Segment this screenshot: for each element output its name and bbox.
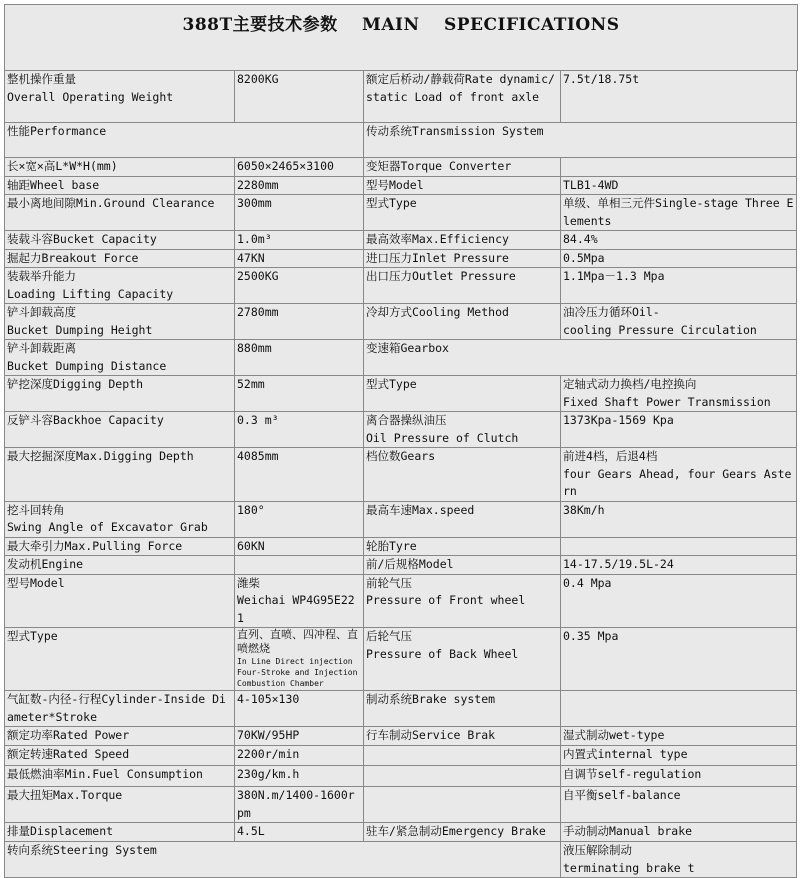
spec-label: 最大扭矩Max.Torque bbox=[5, 787, 235, 823]
spec-value: 潍柴 Weichai WP4G95E221 bbox=[235, 574, 364, 628]
spec-value: 1.1Mpa－1.3 Mpa bbox=[561, 268, 797, 304]
table-row bbox=[5, 123, 797, 158]
section-header: 转向系统Steering System bbox=[5, 842, 561, 878]
spec-label: 后轮气压 Pressure of Back Wheel bbox=[364, 628, 561, 691]
spec-label: 最大牵引力Max.Pulling Force bbox=[5, 537, 235, 556]
spec-value: 0.4 Mpa bbox=[561, 574, 797, 628]
table-row bbox=[5, 231, 797, 250]
spec-label: 档位数Gears bbox=[364, 448, 561, 502]
spec-value: 4-105×130 bbox=[235, 691, 364, 727]
table-row bbox=[5, 176, 797, 195]
engine-type-cn: 直列、直喷、四冲程、直喷燃烧 bbox=[237, 628, 358, 655]
spec-value: 84.4% bbox=[561, 231, 797, 250]
spec-label: 离合器操纵油压 Oil Pressure of Clutch bbox=[364, 412, 561, 448]
spec-value: 0.35 Mpa bbox=[561, 628, 797, 691]
spec-value: 定轴式动力换档/电控换向 Fixed Shaft Power Transmission bbox=[561, 376, 797, 412]
table-row bbox=[5, 691, 797, 727]
spec-value: 液压解除制动 terminating brake t bbox=[561, 842, 797, 878]
spec-value: 油冷压力循环Oil- cooling Pressure Circulation bbox=[561, 304, 797, 340]
spec-value: 180° bbox=[235, 501, 364, 537]
spec-label: 前轮气压 Pressure of Front wheel bbox=[364, 574, 561, 628]
spec-label: 最小离地间隙Min.Ground Clearance bbox=[5, 195, 235, 231]
spec-label: 轮胎Tyre bbox=[364, 537, 561, 556]
table-row bbox=[5, 842, 797, 878]
spec-label: 挖斗回转角 Swing Angle of Excavator Grab bbox=[5, 501, 235, 537]
spec-value: 2500KG bbox=[235, 268, 364, 304]
table-row bbox=[5, 556, 797, 575]
table-row bbox=[5, 249, 797, 268]
section-header: 传动系统Transmission System bbox=[364, 123, 797, 158]
section-header: 变速箱Gearbox bbox=[364, 340, 797, 376]
spec-value: 52mm bbox=[235, 376, 364, 412]
table-row bbox=[5, 574, 797, 628]
table-row bbox=[5, 746, 797, 766]
spec-sheet bbox=[4, 4, 796, 875]
spec-value: 单级、单相三元件Single-stage Three Elements bbox=[561, 195, 797, 231]
spec-value: TLB1-4WD bbox=[561, 176, 797, 195]
spec-label: 额定后桥动/静载荷Rate dynamic/static Load of front axle bbox=[364, 71, 561, 123]
page-title: 388T主要技术参数 MAIN SPECIFICATIONS bbox=[182, 15, 620, 35]
spec-label: 铲斗卸载距离 Bucket Dumping Distance bbox=[5, 340, 235, 376]
spec-label: 最大挖掘深度Max.Digging Depth bbox=[5, 448, 235, 502]
spec-value: 湿式制动wet-type bbox=[561, 727, 797, 746]
spec-label: 排量Displacement bbox=[5, 823, 235, 842]
spec-label: 气缸数-内径-行程Cylinder-Inside Diameter*Stroke bbox=[5, 691, 235, 727]
spec-label: 长×宽×高L*W*H(mm) bbox=[5, 158, 235, 177]
spec-value: 前进4档，后退4档 four Gears Ahead, four Gears Astern bbox=[561, 448, 797, 502]
table-row bbox=[5, 727, 797, 746]
spec-label: 装载斗容Bucket Capacity bbox=[5, 231, 235, 250]
spec-value: 380N.m/1400-1600rpm bbox=[235, 787, 364, 823]
spec-value: 4085mm bbox=[235, 448, 364, 502]
spec-value: 60KN bbox=[235, 537, 364, 556]
spec-value: 1.0m³ bbox=[235, 231, 364, 250]
spec-label: 变矩器Torque Converter bbox=[364, 158, 561, 177]
spec-value: 0.3 m³ bbox=[235, 412, 364, 448]
table-row bbox=[5, 823, 797, 842]
spec-table bbox=[4, 70, 797, 878]
spec-value: 2780mm bbox=[235, 304, 364, 340]
spec-value: 14-17.5/19.5L-24 bbox=[561, 556, 797, 575]
spec-label: 制动系统Brake system bbox=[364, 691, 561, 727]
spec-value: 2280mm bbox=[235, 176, 364, 195]
spec-value: 自调节self-regulation bbox=[561, 766, 797, 787]
spec-value bbox=[561, 158, 797, 177]
spec-label: 进口压力Inlet Pressure bbox=[364, 249, 561, 268]
spec-value: 2200r/min bbox=[235, 746, 364, 766]
spec-label: 额定功率Rated Power bbox=[5, 727, 235, 746]
spec-value: 70KW/95HP bbox=[235, 727, 364, 746]
spec-label: 额定转速Rated Speed bbox=[5, 746, 235, 766]
table-row bbox=[5, 340, 797, 376]
spec-label: 发动机Engine bbox=[5, 556, 235, 575]
table-row bbox=[5, 448, 797, 502]
spec-value: 8200KG bbox=[235, 71, 364, 123]
table-row bbox=[5, 195, 797, 231]
spec-value bbox=[561, 691, 797, 727]
spec-value bbox=[235, 628, 364, 691]
spec-value: 6050×2465×3100 bbox=[235, 158, 364, 177]
spec-value: 内置式internal type bbox=[561, 746, 797, 766]
spec-label: 型号Model bbox=[364, 176, 561, 195]
spec-label bbox=[364, 766, 561, 787]
spec-value: 手动制动Manual brake bbox=[561, 823, 797, 842]
table-row bbox=[5, 304, 797, 340]
section-header: 性能Performance bbox=[5, 123, 364, 158]
spec-label: 最低燃油率Min.Fuel Consumption bbox=[5, 766, 235, 787]
spec-value: 300mm bbox=[235, 195, 364, 231]
spec-value: 4.5L bbox=[235, 823, 364, 842]
spec-label: 铲挖深度Digging Depth bbox=[5, 376, 235, 412]
spec-label: 反铲斗容Backhoe Capacity bbox=[5, 412, 235, 448]
table-row bbox=[5, 537, 797, 556]
table-row bbox=[5, 71, 797, 123]
spec-value: 880mm bbox=[235, 340, 364, 376]
spec-value: 1373Kpa-1569 Kpa bbox=[561, 412, 797, 448]
spec-label: 轴距Wheel base bbox=[5, 176, 235, 195]
spec-label: 装载举升能力 Loading Lifting Capacity bbox=[5, 268, 235, 304]
table-row bbox=[5, 766, 797, 787]
spec-value: 自平衡self-balance bbox=[561, 787, 797, 823]
spec-label: 铲斗卸载高度 Bucket Dumping Height bbox=[5, 304, 235, 340]
spec-label: 型式Type bbox=[5, 628, 235, 691]
spec-label: 型号Model bbox=[5, 574, 235, 628]
table-row bbox=[5, 628, 797, 691]
table-row bbox=[5, 787, 797, 823]
spec-value: 38Km/h bbox=[561, 501, 797, 537]
spec-value: 0.5Mpa bbox=[561, 249, 797, 268]
spec-value bbox=[235, 556, 364, 575]
spec-label: 出口压力Outlet Pressure bbox=[364, 268, 561, 304]
table-row bbox=[5, 158, 797, 177]
spec-value bbox=[561, 537, 797, 556]
spec-label: 最高效率Max.Efficiency bbox=[364, 231, 561, 250]
spec-label: 最高车速Max.speed bbox=[364, 501, 561, 537]
spec-label bbox=[364, 746, 561, 766]
spec-label: 行车制动Service Brak bbox=[364, 727, 561, 746]
spec-label: 驻车/紧急制动Emergency Brake bbox=[364, 823, 561, 842]
spec-value: 47KN bbox=[235, 249, 364, 268]
spec-label: 冷却方式Cooling Method bbox=[364, 304, 561, 340]
table-row bbox=[5, 376, 797, 412]
spec-label: 型式Type bbox=[364, 195, 561, 231]
spec-label: 掘起力Breakout Force bbox=[5, 249, 235, 268]
table-row bbox=[5, 412, 797, 448]
spec-label: 整机操作重量 Overall Operating Weight bbox=[5, 71, 235, 123]
table-row bbox=[5, 268, 797, 304]
spec-label bbox=[364, 787, 561, 823]
table-row bbox=[5, 501, 797, 537]
spec-label: 型式Type bbox=[364, 376, 561, 412]
title-bar bbox=[4, 4, 798, 71]
engine-type-en: In Line Direct injection Four-Stroke and Injection Combustion Chamber bbox=[237, 657, 358, 688]
spec-value: 230g/km.h bbox=[235, 766, 364, 787]
spec-value: 7.5t/18.75t bbox=[561, 71, 797, 123]
spec-label: 前/后规格Model bbox=[364, 556, 561, 575]
